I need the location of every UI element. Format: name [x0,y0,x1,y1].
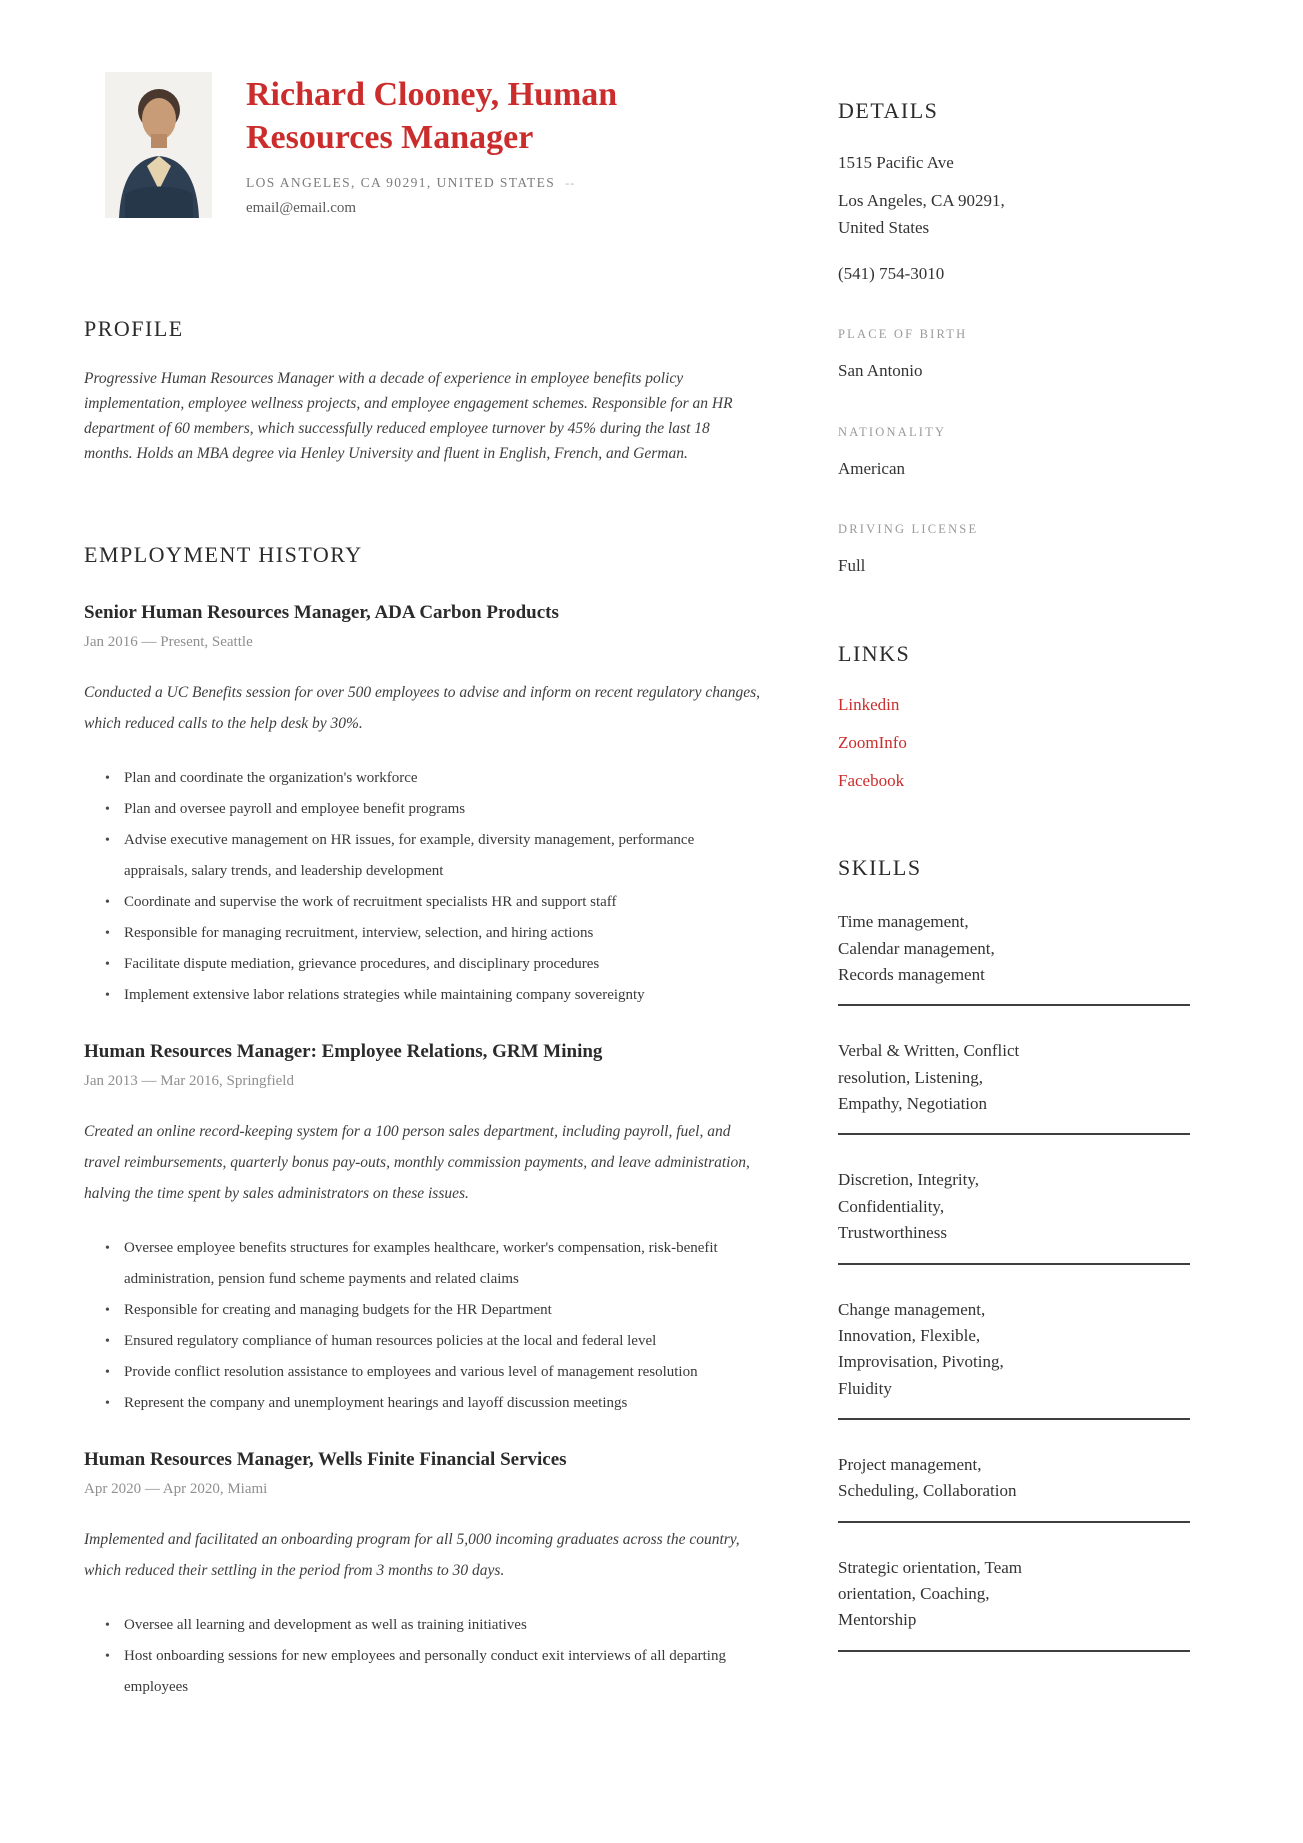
detail-label-nationality: NATIONALITY [838,424,947,439]
detail-label-place-of-birth: PLACE OF BIRTH [838,327,968,342]
detail-value-driving-license: Full [838,556,866,576]
employment-section [84,542,760,1703]
job-bullet-list [84,1233,760,1419]
skill-group [838,1297,1190,1420]
job-title: Human Resources Manager, Wells Finite Financial Services [84,1449,567,1471]
candidate-email: email@email.com [246,199,357,216]
skill-group-text: Change management, Innovation, Flexible, Improvisation, Pivoting, Fluidity [838,1299,1004,1398]
job-entry [84,1449,760,1703]
detail-value-place-of-birth: San Antonio [838,361,923,381]
job-bullet: • Implement extensive labor relations strategies while maintaining company sovereignty [84,980,760,1011]
detail-address-line2: Los Angeles, CA 90291, United States [838,191,1005,237]
skill-group [838,1038,1190,1135]
skill-group [838,1555,1190,1652]
detail-value-nationality: American [838,458,906,478]
job-bullet: • Oversee employee benefits structures for examples healthcare, worker's compensation, risk-benefit administration, pension fund scheme payments and related claims [84,1233,760,1295]
identity-block [246,72,686,217]
location-text: LOS ANGELES, CA 90291, UNITED STATES [246,174,556,190]
job-bullet: • Responsible for managing recruitment, interview, selection, and hiring actions [84,918,760,949]
skill-group-text: Verbal & Written, Conflict resolution, Listening, Empathy, Negotiation [838,1041,1020,1114]
job-entry [84,1041,760,1419]
job-summary: Created an online record-keeping system for a 100 person sales department, including payroll, fuel, and travel reimbursements, quarterly bonus pay-outs, monthly commission payments, and leave administration, halving the time spent by sales administrators on these issues. [84,1123,750,1203]
job-summary: Implemented and facilitated an onboarding program for all 5,000 incoming graduates across the country, which reduced their settling in the period from 3 months to 30 days. [84,1531,740,1580]
detail-phone: (541) 754-3010 [838,264,945,284]
links-heading: LINKS [838,641,911,667]
job-title: Senior Human Resources Manager, ADA Carbon Products [84,602,559,624]
skill-group-text: Time management, Calendar management, Records management [838,912,995,985]
profile-heading: PROFILE [84,316,184,341]
details-heading: DETAILS [838,98,939,123]
skill-group [838,909,1190,1006]
job-dates-location: Apr 2020 — Apr 2020, Miami [84,1481,268,1498]
job-title: Human Resources Manager: Employee Relations, GRM Mining [84,1041,603,1063]
skills-heading: SKILLS [838,855,922,881]
job-summary: Conducted a UC Benefits session for over 500 employees to advise and inform on recent regulatory changes, which reduced calls to the help desk by 30%. [84,684,760,733]
links-section [838,641,1190,791]
job-bullet: • Plan and coordinate the organization's workforce [84,763,760,794]
skill-group-text: Strategic orientation, Team orientation, Coaching, Mentorship [838,1557,1023,1630]
job-bullet-list [84,1610,760,1703]
job-bullet: • Coordinate and supervise the work of recruitment specialists HR and support staff [84,887,760,918]
skill-group-text: Discretion, Integrity, Confidentiality, Trustworthiness [838,1170,979,1243]
skill-group [838,1167,1190,1264]
profile-photo-image [105,72,212,218]
employment-heading: EMPLOYMENT HISTORY [84,542,363,568]
profile-section [84,316,760,466]
job-dates-location: Jan 2016 — Present, Seattle [84,634,253,651]
candidate-location [246,175,686,191]
job-bullet: • Oversee all learning and development as well as training initiatives [84,1610,760,1641]
job-bullet: • Represent the company and unemployment hearings and layoff discussion meetings [84,1388,760,1419]
link-zoominfo[interactable]: ZoomInfo [838,733,907,753]
job-bullet-list [84,763,760,1011]
address-separator: -- [565,175,576,190]
details-section [838,98,1190,579]
candidate-name: Richard Clooney, Human Resources Manager [246,76,618,156]
job-bullet: • Ensured regulatory compliance of human resources policies at the local and federal level [84,1326,760,1357]
link-facebook[interactable]: Facebook [838,771,905,791]
resume-header [84,72,760,218]
profile-photo [105,72,212,218]
job-bullet: • Advise executive management on HR issues, for example, diversity management, performance appraisals, salary trends, and leadership development [84,825,760,887]
skill-group-text: Project management, Scheduling, Collaboration [838,1454,1017,1501]
profile-text: Progressive Human Resources Manager with a decade of experience in employee benefits policy implementation, employee wellness projects, and employee engagement schemes. Responsible for an HR department of 60 members, which successfully reduced employee turnover by 45% during the last 18 months. Holds an MBA degree via Henley University and fluent in English, French, and German. [84,370,733,463]
detail-label-driving-license: DRIVING LICENSE [838,522,979,537]
job-dates-location: Jan 2013 — Mar 2016, Springfield [84,1073,294,1090]
sidebar [838,72,1190,1843]
link-linkedin[interactable]: Linkedin [838,695,900,715]
skills-section [838,855,1190,1651]
job-entry [84,602,760,1011]
detail-address-line1: 1515 Pacific Ave [838,153,954,172]
job-bullet: • Plan and oversee payroll and employee benefit programs [84,794,760,825]
main-column [84,72,760,1843]
job-bullet: • Responsible for creating and managing budgets for the HR Department [84,1295,760,1326]
job-bullet: • Facilitate dispute mediation, grievance procedures, and disciplinary procedures [84,949,760,980]
job-bullet: • Provide conflict resolution assistance to employees and various level of management resolution [84,1357,760,1388]
skill-group [838,1452,1190,1523]
job-bullet: • Host onboarding sessions for new employees and personally conduct exit interviews of all departing employees [84,1641,760,1703]
